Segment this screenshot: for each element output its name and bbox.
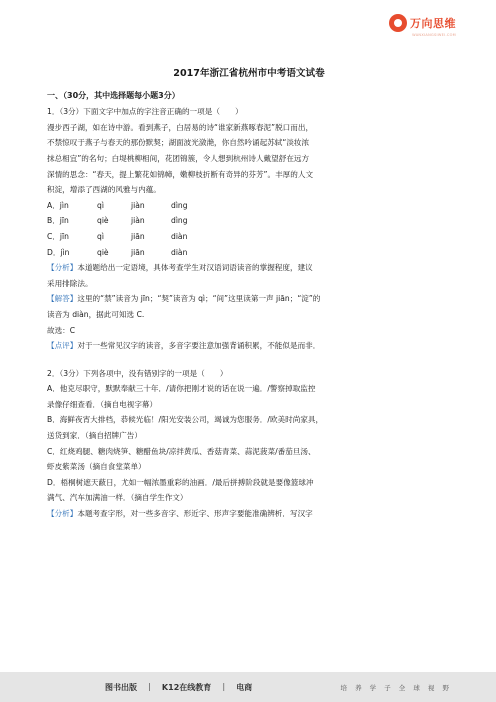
comment-paragraph <box>47 338 451 354</box>
brand-subtitle: WANXIANGSIWEI.COM <box>412 33 456 37</box>
analysis-text-cont: 采用排除法。 <box>47 278 93 288</box>
document-body <box>47 66 451 522</box>
q2-analysis-tag: 【分析】 <box>47 509 78 519</box>
passage-line: 深情的思念：“春天，提上繁花如锦幛，嫩柳枝折断有奇异的芬芳”。丰厚的人文 <box>47 169 314 179</box>
option-a-4: dìng <box>171 200 188 210</box>
passage-line: 积淀，增添了西湖的风雅与内蕴。 <box>47 185 161 195</box>
passage-line: 不禁惊叹于燕子与春天的那份默契；湖面波光潋滟，你自然吟诵起苏轼“淡妆浓 <box>47 138 310 148</box>
option-d-1: D．jìn <box>47 247 70 257</box>
page-footer <box>0 672 496 702</box>
q2-line: 送货到家．（摘自招牌广告） <box>47 431 142 441</box>
q2-line: 录像仔细查看．（摘自电视字幕） <box>47 399 158 409</box>
q2-line: 虾皮紫菜汤（摘自食堂菜单） <box>47 462 146 472</box>
footer-slogan: 培 养 学 子 全 球 视 野 <box>340 683 452 692</box>
q2-line: 满气、汽车加满油一样．（摘自学生作文） <box>47 493 188 503</box>
option-a-1: A．jìn <box>47 200 69 210</box>
option-b <box>47 213 451 229</box>
q2-line: A．他克尽职守，默默奉献三十年．/请你把刚才说的话在说一遍．/警察掉取监控 <box>47 384 316 394</box>
passage-line: 抹总相宜”的名句；白堤桃柳相间，花团锦簇，令人想到杭州诗人戴望舒在远方 <box>47 153 310 163</box>
option-a-3: jiàn <box>131 200 145 210</box>
option-c-1: C．jīn <box>47 231 69 241</box>
answer-tag: 【解答】 <box>47 294 78 304</box>
option-c-2: qì <box>97 231 104 241</box>
q2-line: D．梧桐树遮天蔽日，尤如一幅浓墨重彩的油画．/最后拼搏阶段就是要像篮球冲 <box>47 477 314 487</box>
footer-item-books: 图书出版 <box>105 682 137 692</box>
option-b-3: jiàn <box>131 216 145 226</box>
brand-logo-icon <box>389 14 407 32</box>
option-c-3: jiān <box>131 231 145 241</box>
option-c <box>47 229 451 245</box>
passage-line: 漫步西子湖，如在诗中游。看到燕子，白居易的诗“谁家新燕啄春泥”脱口而出， <box>47 122 314 132</box>
footer-item-ecommerce: 电商 <box>236 682 253 692</box>
option-a-2: qì <box>97 200 104 210</box>
comment-tag: 【点评】 <box>47 341 78 351</box>
option-a <box>47 198 451 214</box>
option-b-4: dìng <box>171 216 188 226</box>
analysis-tag: 【分析】 <box>47 263 78 273</box>
answer-text: 这里的“禁”读音为 jīn；“契”读音为 qì；“间”这里读第一声 jiān；“淀”的 <box>77 294 321 304</box>
footer-item-k12: K12在线教育 <box>161 682 212 692</box>
question-1-stem: 1．（3分）下面文字中加点的字注音正确的一项是（ ） <box>47 107 243 117</box>
option-b-2: qiè <box>97 216 109 226</box>
option-d-2: qiè <box>97 247 109 257</box>
option-d-3: jiān <box>131 247 145 257</box>
q2-line: C．红烧鸡腿、糖肉烧笋、糖醋鱼块/凉拌黄瓜、香菇青菜、蒜泥菠菜/番茄旦汤、 <box>47 446 316 456</box>
document-title: 2017年浙江省杭州市中考语文试卷 <box>173 68 325 79</box>
analysis-text: 本道题给出一定语境，具体考查学生对汉语词语读音的掌握程度，建议 <box>77 263 313 273</box>
comment-text: 对于一些常见汉字的读音，多音字要注意加强背诵积累，不能似是而非． <box>77 341 321 351</box>
answer-text-cont: 读音为 diàn，据此可知选 C. <box>47 309 145 319</box>
option-b-1: B．jīn <box>47 216 69 226</box>
option-d <box>47 245 451 261</box>
answer-paragraph <box>47 291 451 307</box>
question-2-stem: 2．（3分）下列各项中，没有错别字的一项是（ ） <box>47 368 228 378</box>
section-heading: 一、（30分，其中选择题每小题3分） <box>47 90 180 100</box>
brand-logo <box>389 14 456 32</box>
footer-separator: | <box>222 681 226 691</box>
q2-analysis-text: 本题考查字形，对一些多音字、形近字、形声字要能准确辨析．写汉字 <box>77 509 313 519</box>
footer-links <box>105 682 252 693</box>
footer-separator: | <box>148 681 151 691</box>
brand-name: 万向思维 <box>410 17 456 30</box>
choice-line: 故选：C <box>47 325 76 335</box>
option-d-4: diàn <box>171 247 188 257</box>
option-c-4: diàn <box>171 231 188 241</box>
analysis-paragraph <box>47 260 451 276</box>
q2-analysis-paragraph <box>47 506 451 522</box>
q2-line: B．海鲜夜宵大排档，恭候光临！/阳光安装公司，竭诚为您服务．/欧美时尚家具， <box>47 415 324 425</box>
